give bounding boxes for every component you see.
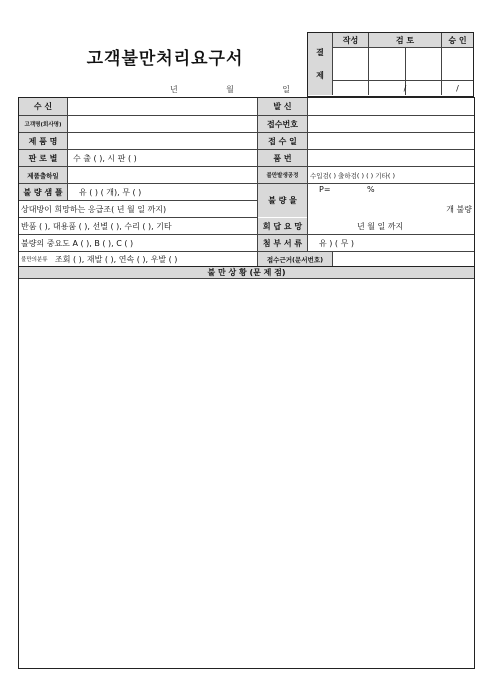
sender-label: 발 신 <box>258 98 307 115</box>
date-month: 월 <box>226 85 234 94</box>
receipt-date-label: 접 수 일 <box>258 133 307 149</box>
approval-box <box>307 32 474 97</box>
date-line <box>170 84 290 95</box>
reply-label: 회 답 요 망 <box>258 218 307 234</box>
item-no-label: 품 번 <box>258 150 307 166</box>
approval-header-approve: 승 인 <box>442 33 473 47</box>
complaint-form <box>18 97 475 669</box>
date-year: 년 <box>170 85 178 94</box>
attachment-label: 첨 부 서 류 <box>258 235 307 251</box>
importance-value: 불량의 중요도 A ( ), B ( ), C ( ) <box>21 238 134 248</box>
complaint-status-area[interactable] <box>19 279 474 668</box>
handling-options: 반품 ( ), 대용품 ( ), 선별 ( ), 수리 ( ), 기타 <box>21 221 172 231</box>
basis-label: 접수근거(문서번호) <box>258 252 332 266</box>
receiver-label: 수 신 <box>19 98 67 115</box>
approval-label-1: 결 <box>316 48 324 57</box>
document-title: 고객불만처리요구서 <box>86 49 244 69</box>
approval-header-write: 작성 <box>333 33 368 47</box>
receipt-no-label: 접수번호 <box>258 116 307 132</box>
complaint-type-value: 조회 ( ), 재발 ( ), 연속 ( ), 우발 ( ) <box>55 254 178 264</box>
customer-label: 고객명(회사명) <box>19 116 67 132</box>
attachment-value: 유 ) ( 무 ) <box>319 238 354 248</box>
approval-label-2: 제 <box>316 71 324 80</box>
shipping-date-label: 제품출하일 <box>19 167 67 183</box>
approval-slash-1: / <box>403 83 407 93</box>
defect-rate-p: P= <box>319 185 331 194</box>
defect-rate-percent: % <box>367 185 375 194</box>
approval-slash-2: / <box>456 83 459 93</box>
complaint-status-header: 불 만 상 황 (문 제 점) <box>19 267 474 278</box>
sample-label: 불 량 샘 플 <box>19 184 67 200</box>
customer-wish: 상대방이 희망하는 응급조( 년 월 일 까지) <box>21 204 167 214</box>
approval-side-label <box>308 33 332 95</box>
product-label: 제 품 명 <box>19 133 67 149</box>
date-day: 일 <box>282 85 290 94</box>
approval-header-review: 검 토 <box>369 33 441 47</box>
process-label: 불만발생공정 <box>258 167 307 183</box>
sales-label: 판 로 별 <box>19 150 67 166</box>
defect-rate-label: 불 량 율 <box>258 184 307 217</box>
complaint-type-label: 불만의분류 <box>21 257 48 263</box>
reply-value: 년 월 일 까지 <box>357 221 404 231</box>
process-value: 수입검( ) 출하검( ) ( ) 기타( ) <box>310 171 395 180</box>
sales-value: 수 출 ( ), 시 판 ( ) <box>73 153 137 163</box>
sample-value: 유 ( ) ( 개), 무 ( ) <box>79 187 142 197</box>
defect-count: 개 불량 <box>446 204 472 214</box>
